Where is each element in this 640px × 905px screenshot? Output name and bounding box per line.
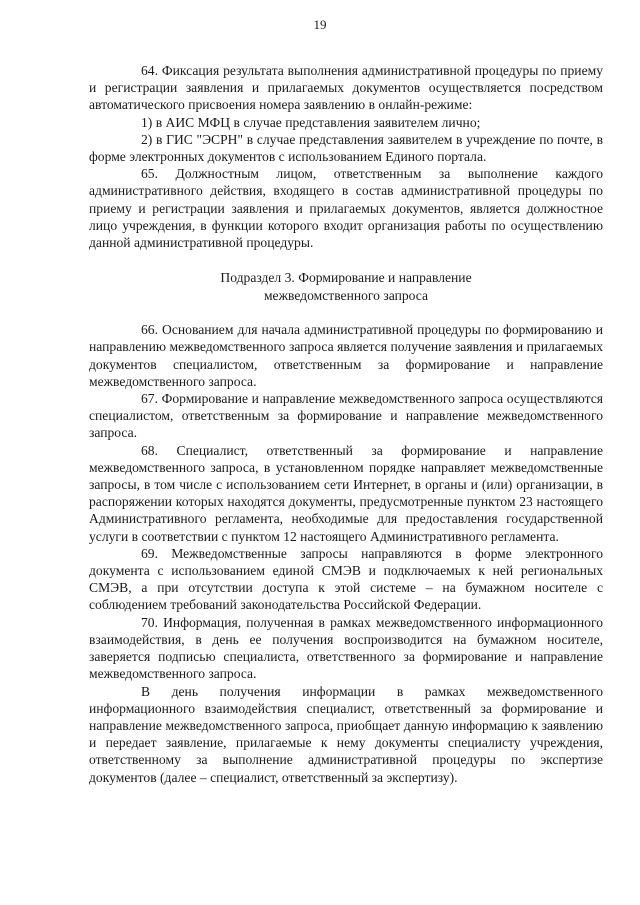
document-body bbox=[89, 62, 603, 786]
page-number: 19 bbox=[313, 17, 327, 32]
paragraph-70-continuation: В день получения информации в рамках межведомственного информационного взаимодействия специалист, ответственный за формирование и направление межведомственного запроса, приобщает данную информацию к заявлению и передает заявление, прилагаемые к нему документы специалисту учреждения, ответственному за выполнение административной процедуры по экспертизе документов (далее – специалист, ответственный за экспертизу). bbox=[89, 683, 603, 785]
paragraph-70: 70. Информация, полученная в рамках межведомственного информационного взаимодействия, в день ее получения воспроизводится на бумажном носителе, заверяется подписью специалиста, ответственного за формирование и направление межведомственного запроса. bbox=[89, 614, 603, 682]
paragraph-69: 69. Межведомственные запросы направляются в форме электронного документа с использованием единой СМЭВ и подключаемых к ней региональных СМЭВ, а при отсутствии доступа к этой системе – на бумажном носителе с соблюдением требований законодательства Российской Федерации. bbox=[89, 545, 603, 613]
paragraph-64: 64. Фиксация результата выполнения административной процедуры по приему и регистрации заявления и прилагаемых документов осуществляется посредством автоматического присвоения номера заявлению в онлайн-режиме: bbox=[89, 63, 603, 113]
paragraph-67: 67. Формирование и направление межведомственного запроса осуществляются специалистом, ответственным за формирование и направление межведомственного запроса. bbox=[89, 391, 603, 441]
subsection-heading-line-1: Подраздел 3. Формирование и направление bbox=[220, 270, 472, 286]
paragraph-65: 65. Должностным лицом, ответственным за выполнение каждого административного действия, входящего в состав административной процедуры по приему и регистрации заявления и прилагаемых документов, является должностное лицо учреждения, в функции которого входит организация работы по осуществлению данной административной процедуры. bbox=[89, 166, 603, 251]
paragraph-68: 68. Специалист, ответственный за формирование и направление межведомственного запроса, в установленном порядке направляет межведомственные запросы, в том числе с использованием сети Интернет, в органы и (или) организации, в распоряжении которых находятся документы, предусмотренные пунктом 23 настоящего Административного регламента, необходимые для предоставления государственной услуги в соответствии с пунктом 12 настоящего Административного регламента. bbox=[89, 442, 603, 544]
subsection-heading-line-2: межведомственного запроса bbox=[263, 288, 429, 304]
paragraph-64-item-2: 2) в ГИС "ЭСРН" в случае представления заявителем в учреждение по почте, в форме электронных документов с использованием Единого портала. bbox=[89, 131, 603, 165]
subsection-heading bbox=[89, 269, 603, 305]
paragraph-66: 66. Основанием для начала административной процедуры по формированию и направлению межведомственного запроса является получение заявления и прилагаемых документов специалистом, ответственным за формирование и направление межведомственного запроса. bbox=[89, 322, 603, 389]
paragraph-64-item-1: 1) в АИС МФЦ в случае представления заявителем лично; bbox=[141, 114, 481, 130]
